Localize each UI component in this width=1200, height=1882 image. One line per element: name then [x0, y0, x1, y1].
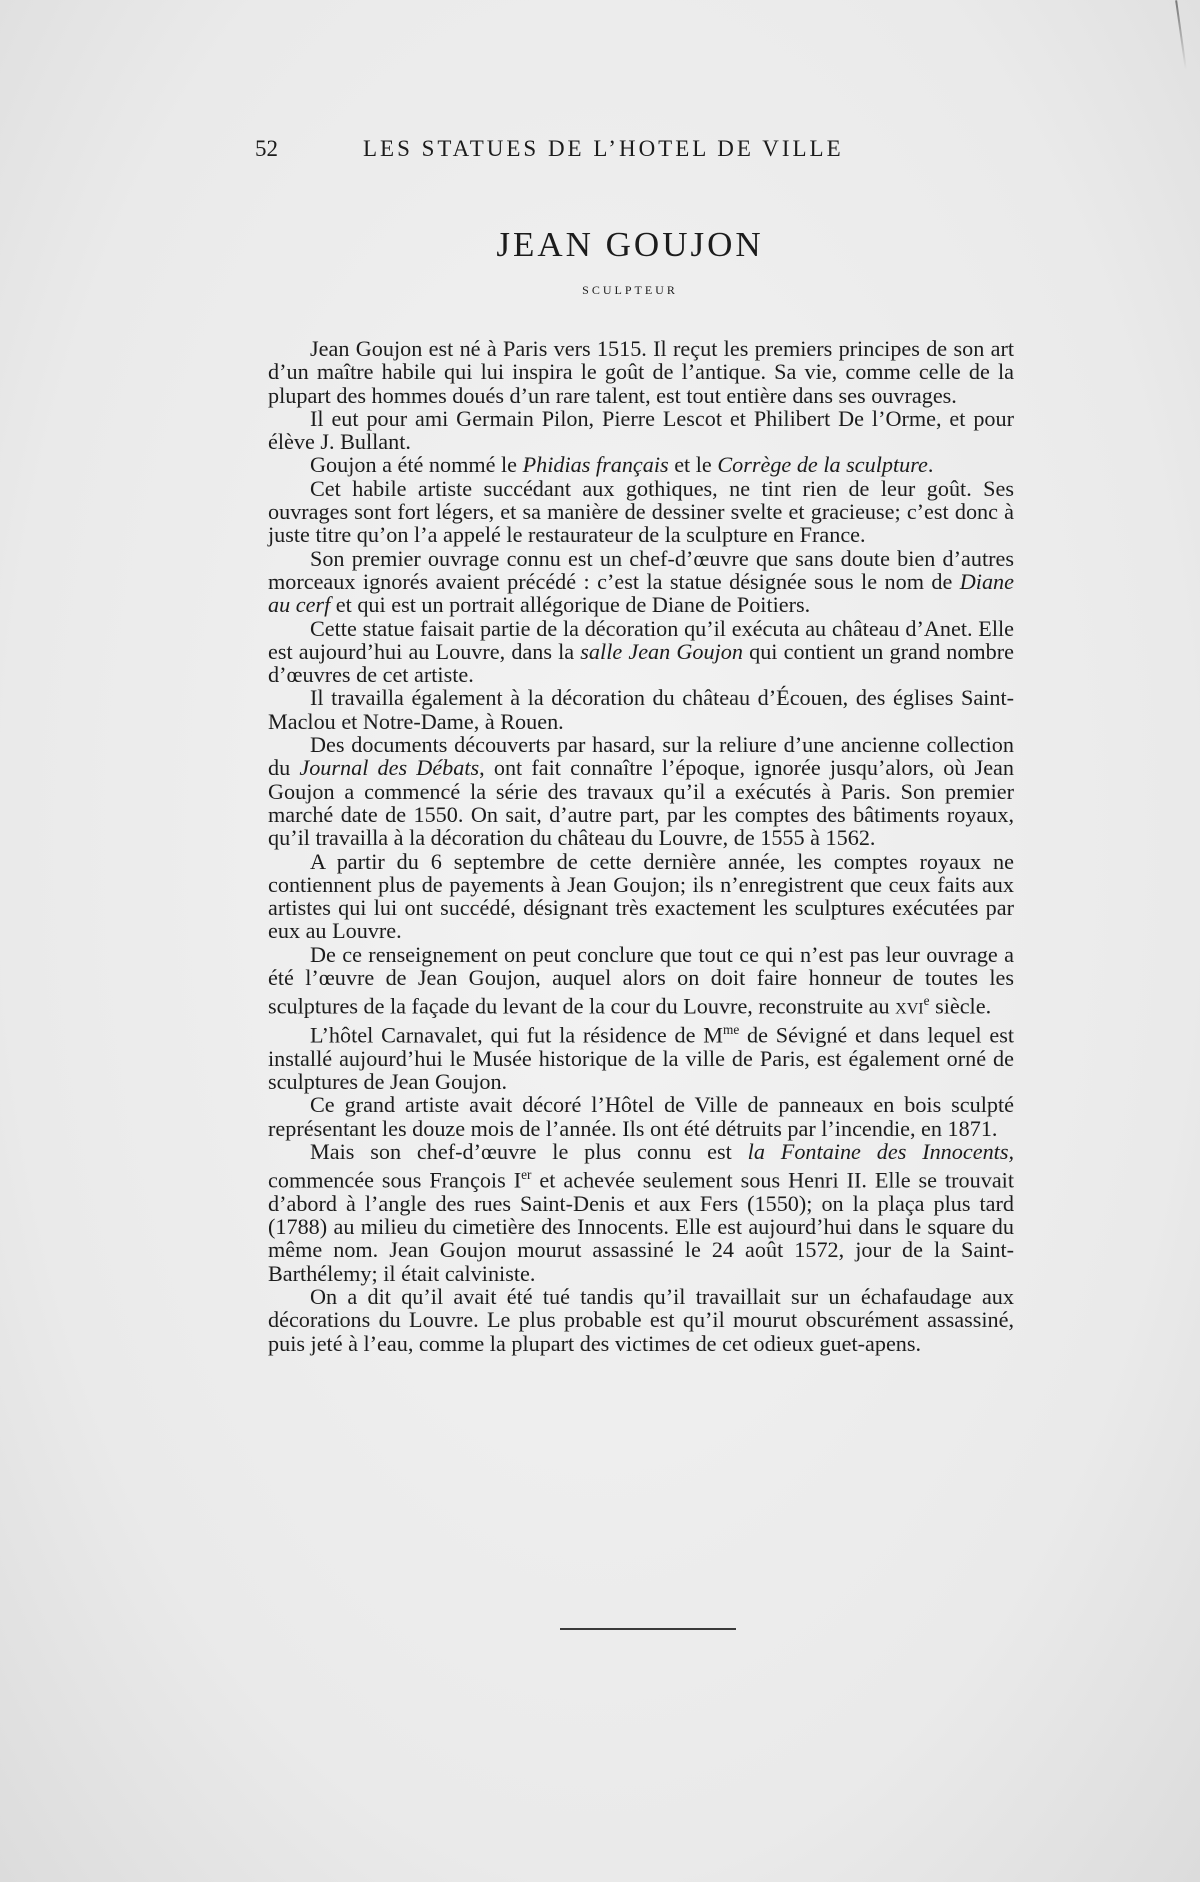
italic-run: Diane au cerf [268, 568, 1014, 618]
paragraph [268, 1093, 1014, 1140]
superscript-run: me [722, 1022, 740, 1037]
italic-run: Journal des Débats [299, 755, 480, 781]
text-run: Cet habile artiste succédant aux gothiques, ne tint rien de leur goût. Ses ouvrages sont fort légers, et sa manière de dessiner svelte et gracieuse; c’est donc à juste titre qu’on l’a appelé le restaurateur de la sculpture en France. [268, 475, 1014, 548]
text-run: et achevée seulement sous Henri II. Elle se trouvait d’abord à l’angle des rues Saint-Denis et aux Fers (1550); on la plaça plus tard (1788) au milieu du cimetière des Innocents. Elle est aujourd’hui dans le square du même nom. Jean Goujon mourut assassiné le 24 août 1572, jour de la Saint-Barthélemy; il était calviniste. [268, 1167, 1014, 1286]
paragraph [268, 617, 1014, 687]
text-run: Des documents découverts par hasard, sur la reliure d’une ancienne collection du [268, 732, 1014, 781]
paragraph [268, 547, 1014, 617]
paragraph [268, 1018, 1014, 1093]
superscript-run: e [923, 993, 930, 1009]
article-body [268, 337, 1014, 1355]
text-run: Il travailla également à la décoration du château d’Écouen, des églises Saint-Maclou et Notre-Dame, à Rouen. [268, 685, 1014, 734]
text-run: et le [668, 452, 718, 478]
text-run: Goujon a été nommé le [310, 452, 523, 478]
text-run: et qui est un portrait allégorique de Diane de Poitiers. [330, 592, 811, 618]
text-run: siècle. [929, 993, 992, 1019]
text-run: commencée sous François I [268, 1167, 522, 1193]
text-run: Ce grand artiste avait décoré l’Hôtel de Ville de panneaux en bois sculpté représentant les douze mois de l’année. Ils ont été détruits par l’incendie, en 1871. [268, 1092, 1014, 1141]
text-run: Mais son chef-d’œuvre le plus connu est [310, 1138, 748, 1164]
article-title: JEAN GOUJON [496, 225, 764, 264]
page-edge-mark [1175, 0, 1187, 70]
paragraph [268, 686, 1014, 733]
page-number: 52 [255, 136, 278, 161]
text-run: L’hôtel Carnavalet, qui fut la résidence de M [310, 1022, 723, 1048]
text-run: , ont fait connaître l’époque, ignorée jusqu’alors, où Jean Goujon a commencé la série des travaux qu’il a exécutés à Paris. Son premier marché date de 1550. On sait, d’autre part, par les comptes des bâtiments royaux, qu’il travailla à la décoration du château du Louvre, de 1555 à 1562. [268, 755, 1014, 851]
paragraph [268, 1140, 1014, 1285]
paragraph [268, 733, 1014, 849]
paragraph [268, 1285, 1014, 1355]
text-run: xvi [895, 993, 924, 1019]
text-run: Il eut pour ami Germain Pilon, Pierre Lescot et Philibert De l’Orme, et pour élève J. Bullant. [268, 405, 1014, 455]
paragraph [268, 850, 1014, 943]
text-run: qui contient un grand nombre d’œuvres de cet artiste. [268, 638, 1014, 688]
paragraph [268, 943, 1014, 1018]
paragraph [268, 477, 1014, 547]
superscript-run: er [521, 1167, 532, 1183]
italic-run: Corrège de la sculpture [717, 452, 928, 478]
italic-run: Phidias français [522, 452, 669, 478]
text-run: de Sévigné et dans lequel est installé aujourd’hui le Musée historique de la ville de Paris, est également orné de sculptures de Jean Goujon. [268, 1022, 1015, 1094]
italic-run: salle Jean Goujon [580, 638, 743, 664]
text-run: De ce renseignement on peut conclure que tout ce qui n’est pas leur ouvrage a été l’œuvre de Jean Goujon, auquel alors on doit faire honneur de toutes les sculptures de la façade du levant de la cour du Louvre, reconstruite au [268, 941, 1014, 1019]
article-subtitle: SCULPTEUR [582, 283, 678, 297]
text-run: . [927, 452, 934, 478]
text-run: Cette statue faisait partie de la décoration qu’il exécuta au château d’Anet. Elle est aujourd’hui au Louvre, dans la [268, 615, 1014, 664]
paragraph [268, 407, 1014, 454]
closing-rule [560, 1628, 736, 1630]
paragraph [268, 453, 1014, 476]
text-run: Jean Goujon est né à Paris vers 1515. Il reçut les premiers principes de son art d’un maître habile qui lui inspira le goût de l’antique. Sa vie, comme celle de la plupart des hommes doués d’un rare talent, est tout entière dans ses ouvrages. [268, 336, 1014, 408]
paragraph [268, 337, 1014, 407]
running-title: LES STATUES DE L’HOTEL DE VILLE [363, 136, 844, 161]
text-run: On a dit qu’il avait été tué tandis qu’il travaillait sur un échafaudage aux décorations du Louvre. Le plus probable est qu’il mourut obscurément assassiné, puis jeté à l’eau, comme la plupart des victimes de cet odieux guet-apens. [268, 1284, 1014, 1356]
text-run: A partir du 6 septembre de cette dernière année, les comptes royaux ne contiennent plus de payements à Jean Goujon; ils n’enregistrent que ceux faits aux artistes qui lui ont succédé, désignant très exactement les sculptures exécutées par eux au Louvre. [268, 848, 1014, 944]
text-run: Son premier ouvrage connu est un chef-d’œuvre que sans doute bien d’autres morceaux ignorés avaient précédé : c’est la statue désignée sous le nom de [268, 545, 1014, 594]
italic-run: la Fontaine des Innocents, [747, 1138, 1015, 1164]
running-header [255, 136, 895, 170]
